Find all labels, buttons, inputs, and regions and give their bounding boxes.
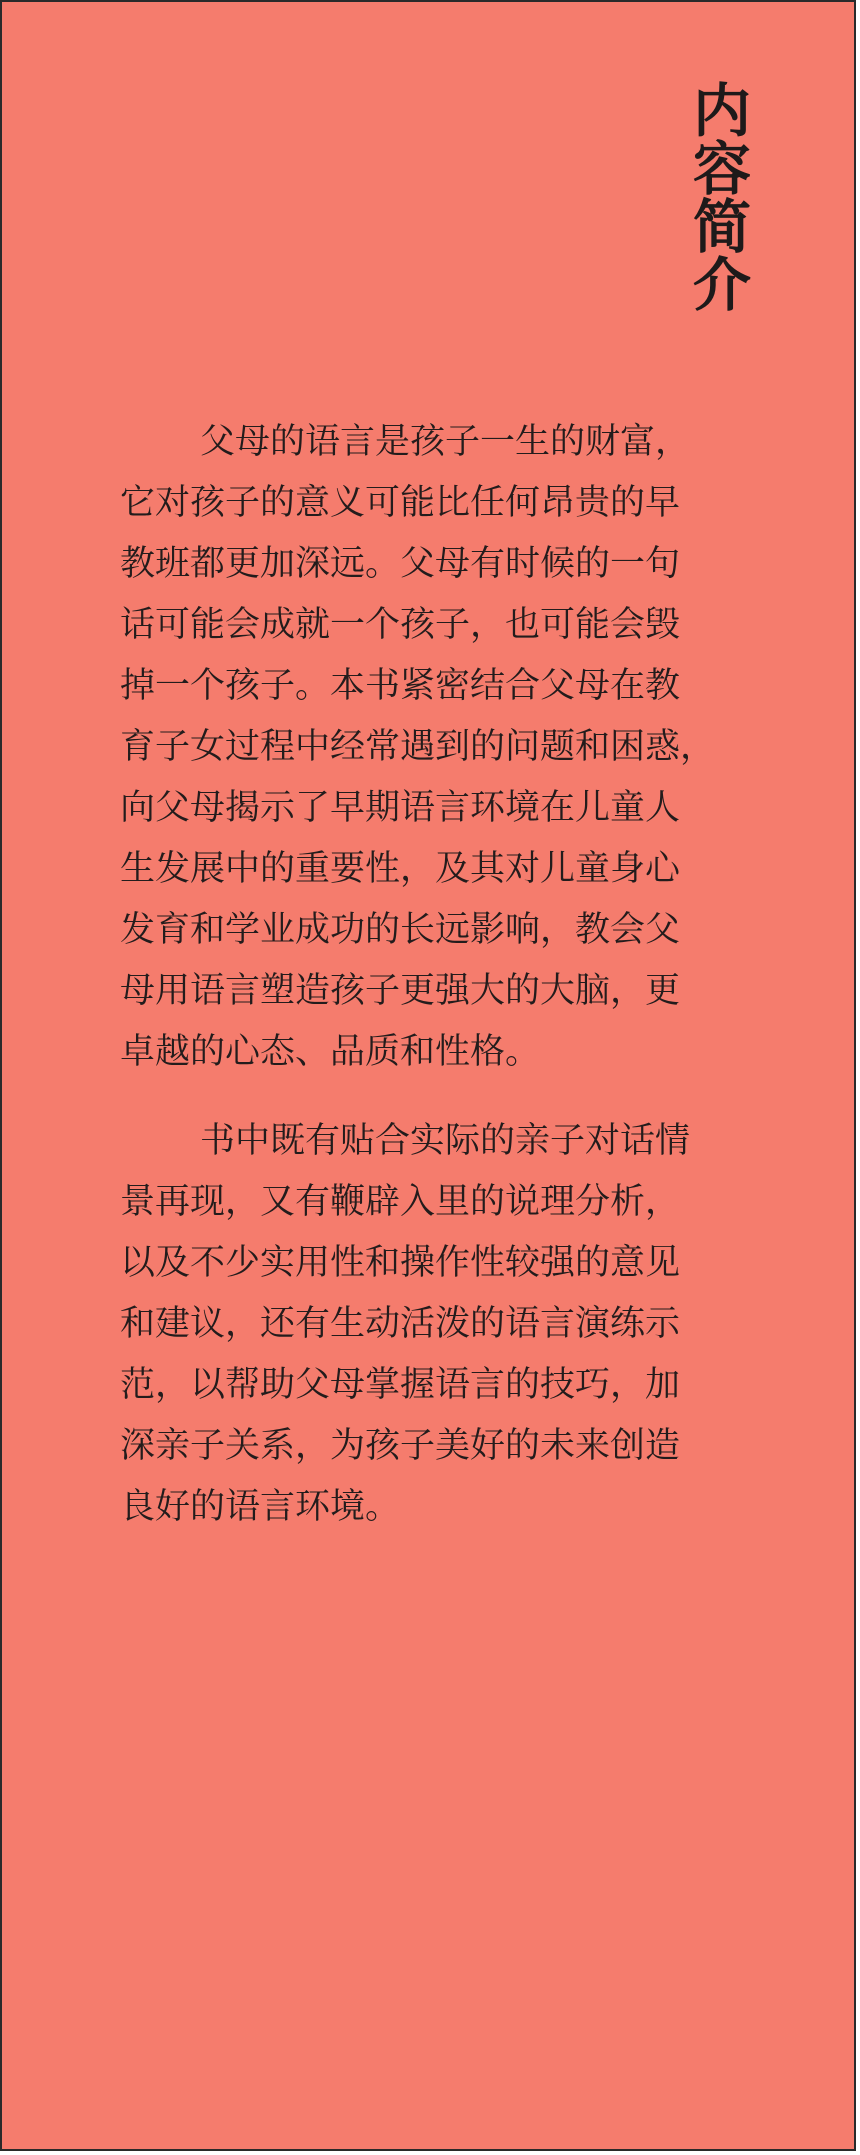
- text-line: 发育和学业成功的长远影响，教会父: [120, 910, 681, 950]
- text-line: 向父母揭示了早期语言环境在儿童人: [120, 788, 681, 828]
- text-line: 良好的语言环境。: [120, 1487, 401, 1527]
- text-line: 育子女过程中经常遇到的问题和困惑，: [120, 727, 716, 767]
- paragraph-1: [120, 412, 760, 1083]
- heading-char: 简: [692, 193, 751, 261]
- text-line: 生发展中的重要性，及其对儿童身心: [120, 849, 681, 889]
- text-line: 和建议，还有生动活泼的语言演练示: [120, 1304, 681, 1344]
- paragraph-2: [120, 1111, 760, 1538]
- text-line: 景再现，又有鞭辟入里的说理分析，: [120, 1182, 681, 1222]
- heading-char: 容: [692, 135, 751, 203]
- text-line: 范，以帮助父母掌握语言的技巧，加: [120, 1365, 681, 1405]
- text-line: 母用语言塑造孩子更强大的大脑，更: [120, 971, 681, 1011]
- text-line: 话可能会成就一个孩子，也可能会毁: [120, 605, 681, 645]
- text-line: 教班都更加深远。父母有时候的一句: [120, 544, 681, 584]
- section-heading: [682, 77, 762, 319]
- text-line: 掉一个孩子。本书紧密结合父母在教: [120, 666, 681, 706]
- text-line: 书中既有贴合实际的亲子对话情: [200, 1121, 691, 1161]
- heading-char: 介: [692, 251, 751, 319]
- synopsis-text: [120, 412, 760, 1538]
- text-line: 深亲子关系，为孩子美好的未来创造: [120, 1426, 681, 1466]
- text-line: 卓越的心态、品质和性格。: [120, 1032, 541, 1072]
- text-line: 它对孩子的意义可能比任何昂贵的早: [120, 483, 681, 523]
- text-line: 父母的语言是孩子一生的财富，: [200, 422, 691, 462]
- text-line: 以及不少实用性和操作性较强的意见: [120, 1243, 681, 1283]
- heading-char: 内: [692, 77, 751, 145]
